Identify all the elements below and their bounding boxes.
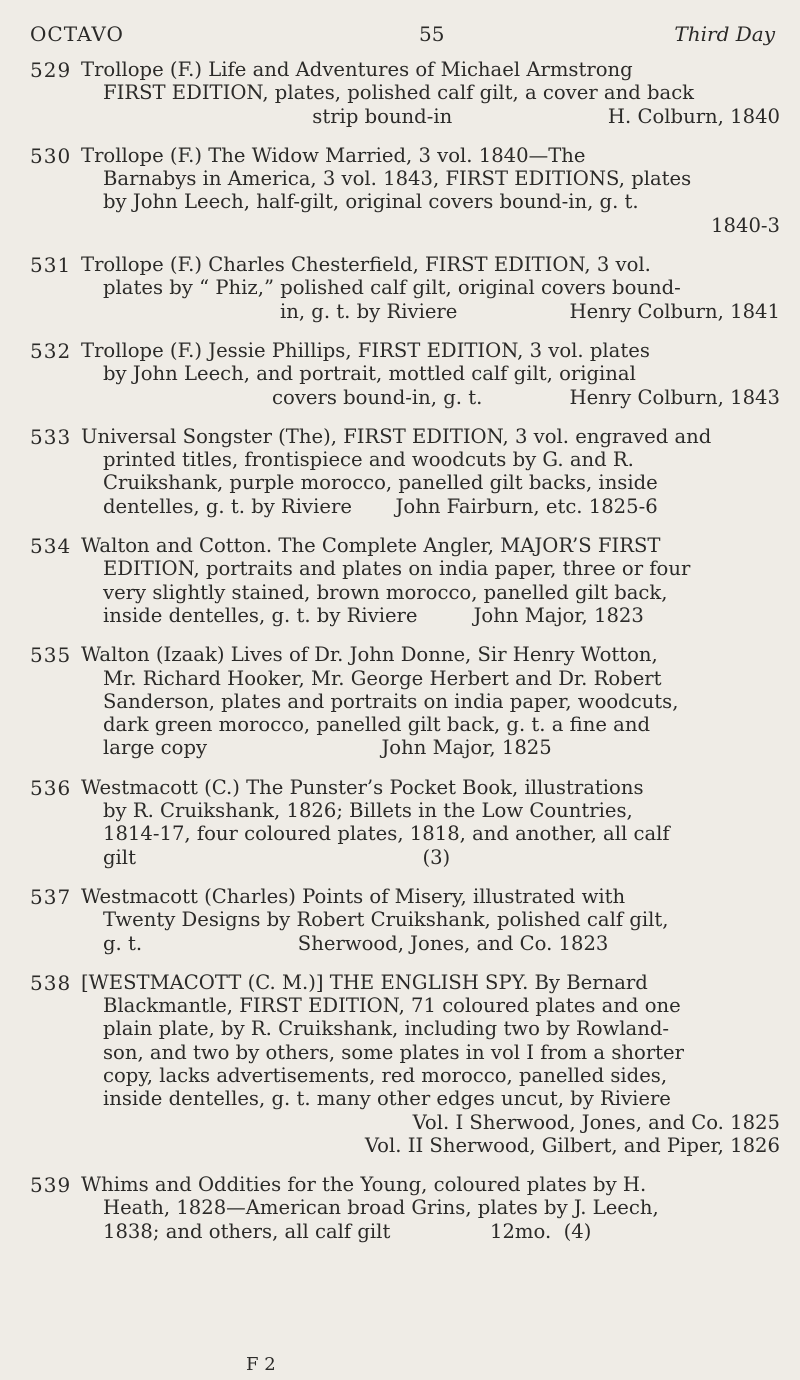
description-line: printed titles, frontispiece and woodcuts by G. and R.: [103, 448, 634, 472]
description-line: Vol. I Sherwood, Jones, and Co. 1825: [412, 1110, 780, 1134]
lot-description: [81, 58, 780, 128]
lot-number: 531: [30, 253, 72, 278]
description-line: Vol. II Sherwood, Gilbert, and Piper, 1826: [364, 1133, 780, 1157]
description-line: plates by “ Phiz,” polished calf gilt, original covers bound-: [103, 276, 681, 300]
page-header: [30, 22, 775, 52]
lot-description: [81, 1173, 780, 1243]
lot-entry: [30, 58, 780, 128]
description-line: dark green morocco, panelled gilt back, g. t. a fine and: [103, 713, 651, 737]
description-line: Trollope (F.) The Widow Married, 3 vol. 1840—The: [81, 143, 586, 167]
lot-number: 537: [30, 884, 72, 909]
lot-number: 534: [30, 534, 72, 559]
description-line: Trollope (F.) Life and Adventures of Michael Armstrong: [81, 58, 633, 81]
lot-description: [81, 885, 780, 955]
day-label: Third Day: [674, 22, 775, 46]
description-line: inside dentelles, g. t. by Riviere John Major, 1823: [103, 603, 644, 627]
description-line: Heath, 1828—American broad Grins, plates by J. Leech,: [103, 1196, 659, 1220]
lot-description: [81, 971, 780, 1157]
lot-description: [81, 144, 780, 237]
lot-entry: [30, 534, 780, 627]
description-line: g. t. Sherwood, Jones, and Co. 1823: [103, 931, 609, 955]
description-line: large copy John Major, 1825: [103, 736, 552, 760]
description-line: Walton (Izaak) Lives of Dr. John Donne, Sir Henry Wotton,: [81, 643, 658, 667]
lot-entry: [30, 643, 780, 759]
lot-description: [81, 339, 780, 409]
page-number: 55: [419, 22, 445, 46]
catalogue-entries: [0, 58, 800, 1259]
format-label: OCTAVO: [30, 22, 124, 46]
signature-mark: F 2: [246, 1354, 276, 1375]
description-line: Whims and Oddities for the Young, coloured plates by H.: [81, 1173, 647, 1197]
lot-entry: [30, 776, 780, 869]
description-line: by R. Cruikshank, 1826; Billets in the Low Countries,: [103, 799, 633, 823]
lot-number: 539: [30, 1173, 72, 1198]
description-line: gilt (3): [103, 845, 451, 869]
lot-number: 532: [30, 338, 72, 363]
lot-entry: [30, 1173, 780, 1243]
lot-entry: [30, 253, 780, 323]
description-line: Cruikshank, purple morocco, panelled gilt backs, inside: [103, 471, 658, 495]
description-line: Trollope (F.) Jessie Phillips, FIRST EDITION, 3 vol. plates: [81, 338, 650, 362]
description-line: 1840-3: [711, 213, 780, 237]
description-line: 1814-17, four coloured plates, 1818, and another, all calf: [103, 822, 670, 846]
lot-description: [81, 534, 780, 627]
description-line: dentelles, g. t. by Riviere John Fairburn, etc. 1825-6: [103, 494, 658, 518]
lot-entry: [30, 971, 780, 1157]
description-line: Universal Songster (The), FIRST EDITION, 3 vol. engraved and: [81, 424, 712, 448]
description-line: Sanderson, plates and portraits on india paper, woodcuts,: [103, 689, 679, 713]
description-line: 1838; and others, all calf gilt 12mo. (4): [103, 1219, 592, 1243]
description-line: strip bound-in H. Colburn, 1840: [312, 104, 780, 128]
description-line: inside dentelles, g. t. many other edges uncut, by Riviere: [103, 1087, 671, 1111]
description-line: FIRST EDITION, plates, polished calf gilt, a cover and back: [103, 81, 695, 105]
description-line: plain plate, by R. Cruikshank, including two by Rowland-: [103, 1017, 669, 1041]
lot-number: 536: [30, 775, 72, 800]
lot-description: [81, 643, 780, 759]
description-line: by John Leech, half-gilt, original covers bound-in, g. t.: [103, 190, 639, 214]
lot-number: 530: [30, 143, 72, 168]
lot-description: [81, 253, 780, 323]
description-line: very slightly stained, brown morocco, panelled gilt back,: [103, 580, 668, 604]
lot-number: 529: [30, 58, 72, 82]
lot-entry: [30, 885, 780, 955]
description-line: Barnabys in America, 3 vol. 1843, FIRST EDITIONS, plates: [103, 167, 692, 191]
lot-entry: [30, 339, 780, 409]
description-line: Trollope (F.) Charles Chesterfield, FIRST EDITION, 3 vol.: [81, 253, 651, 277]
description-line: by John Leech, and portrait, mottled calf gilt, original: [103, 362, 636, 386]
lot-number: 533: [30, 424, 72, 449]
lot-description: [81, 776, 780, 869]
description-line: copy, lacks advertisements, red morocco, panelled sides,: [103, 1063, 668, 1087]
description-line: Twenty Designs by Robert Cruikshank, polished calf gilt,: [103, 908, 669, 932]
description-line: covers bound-in, g. t. Henry Colburn, 1843: [272, 385, 780, 409]
description-line: EDITION, portraits and plates on india paper, three or four: [103, 557, 691, 581]
lot-number: 538: [30, 970, 72, 995]
lot-description: [81, 425, 780, 518]
description-line: Walton and Cotton. The Complete Angler, MAJOR’S FIRST: [81, 534, 661, 558]
description-line: [WESTMACOTT (C. M.)] THE ENGLISH SPY. By Bernard: [81, 970, 648, 994]
description-line: Westmacott (Charles) Points of Misery, illustrated with: [81, 884, 626, 908]
lot-entry: [30, 144, 780, 237]
description-line: in, g. t. by Riviere Henry Colburn, 1841: [279, 299, 780, 323]
description-line: son, and two by others, some plates in vol I from a shorter: [103, 1040, 685, 1064]
lot-entry: [30, 425, 780, 518]
description-line: Mr. Richard Hooker, Mr. George Herbert and Dr. Robert: [103, 666, 662, 690]
description-line: Westmacott (C.) The Punster’s Pocket Book, illustrations: [81, 775, 644, 799]
lot-number: 535: [30, 643, 72, 668]
description-line: Blackmantle, FIRST EDITION, 71 coloured plates and one: [103, 994, 681, 1018]
